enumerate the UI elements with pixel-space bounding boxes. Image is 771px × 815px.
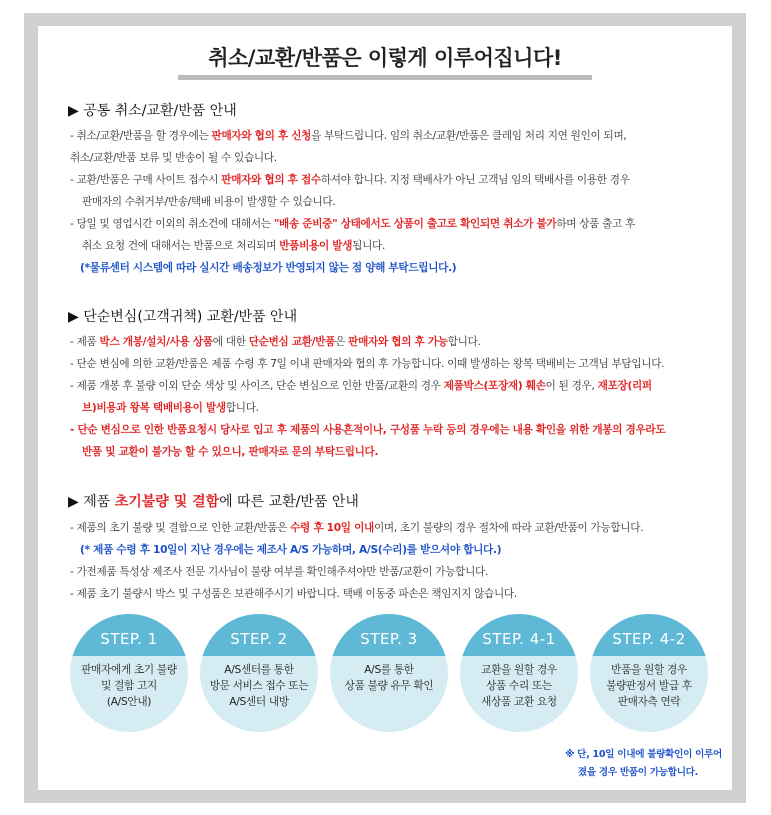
step-text: 반품을 원할 경우 불량판정서 발급 후 판매자측 연락 bbox=[606, 664, 692, 708]
step-cap bbox=[460, 614, 578, 656]
step-label: STEP. 1 bbox=[100, 630, 158, 648]
change-line-1: - 제품 박스 개봉/설치/사용 상품에 대한 단순변심 교환/반품은 판매자와 협의 후 가능합니다. bbox=[70, 336, 481, 348]
step-4-2 bbox=[590, 614, 708, 732]
step-cap bbox=[330, 614, 448, 656]
notice-sheet bbox=[38, 26, 732, 790]
section-defect-heading: ▶ 제품 초기불량 및 결함에 따른 교환/반품 안내 bbox=[68, 494, 359, 510]
step-2 bbox=[200, 614, 318, 732]
common-line-6: 취소 요청 건에 대해서는 반품으로 처리되며 반품비용이 발생됩니다. bbox=[82, 240, 386, 252]
step-text: A/S를 통한 상품 불량 유무 확인 bbox=[344, 664, 434, 692]
footnote-line-1: ※ 단, 10일 이내에 불량확인이 이루어 bbox=[565, 749, 722, 760]
section-change-of-mind-heading: ▶ 단순변심(고객귀책) 교환/반품 안내 bbox=[68, 309, 298, 325]
common-line-3: - 교환/반품은 구매 사이트 접수시 판매자와 협의 후 접수하셔야 합니다. 지정 택배사가 아닌 고객님 임의 택배사를 이용한 경우 bbox=[70, 174, 630, 186]
change-line-6: 반품 및 교환이 불가능 할 수 있으니, 판매자로 문의 부탁드립니다. bbox=[82, 446, 379, 458]
defect-line-2: (* 제품 수령 후 10일이 지난 경우에는 제조사 A/S 가능하며, A/S(수리)를 받으셔야 합니다.) bbox=[80, 544, 502, 556]
defect-line-4: - 제품 초기 불량시 박스 및 구성품은 보관해주시기 바랍니다. 택배 이동중 파손은 책임지지 않습니다. bbox=[70, 588, 517, 600]
step-text: 판매자에게 초기 불량 및 결함 고지 (A/S안내) bbox=[81, 664, 177, 708]
defect-line-1: - 제품의 초기 불량 및 결함으로 인한 교환/반품은 수령 후 10일 이내이며, 초기 불량의 경우 절차에 따라 교환/반품이 가능합니다. bbox=[70, 522, 644, 534]
title-underline bbox=[178, 75, 592, 80]
step-label: STEP. 4-1 bbox=[482, 630, 556, 648]
step-3 bbox=[330, 614, 448, 732]
change-line-3: - 제품 개봉 후 불량 이외 단순 색상 및 사이즈, 단순 변심으로 인한 반품/교환의 경우 제품박스(포장재) 훼손이 된 경우, 재포장(리퍼 bbox=[70, 380, 652, 392]
step-label: STEP. 2 bbox=[230, 630, 288, 648]
step-text: 교환을 원할 경우 상품 수리 또는 새상품 교환 요청 bbox=[481, 664, 557, 708]
common-line-2: 취소/교환/반품 보류 및 반송이 될 수 있습니다. bbox=[70, 152, 277, 164]
common-line-1: - 취소/교환/반품을 할 경우에는 판매자와 협의 후 신청을 부탁드립니다. 임의 취소/교환/반품은 클레임 처리 지연 원인이 되며, bbox=[70, 130, 627, 142]
step-cap bbox=[200, 614, 318, 656]
common-line-7: (*물류센터 시스템에 따라 실시간 배송정보가 반영되지 않는 점 양해 부탁드립니다.) bbox=[80, 262, 457, 274]
change-line-2: - 단순 변심에 의한 교환/반품은 제품 수령 후 7일 이내 판매자와 협의 후 가능합니다. 이때 발생하는 왕복 택배비는 고객님 부담입니다. bbox=[70, 358, 665, 370]
page-title: 취소/교환/반품은 이렇게 이루어집니다! bbox=[208, 46, 562, 70]
step-1 bbox=[70, 614, 188, 732]
change-line-5: - 단순 변심으로 인한 반품요청시 당사로 입고 후 제품의 사용흔적이나, 구성품 누락 등의 경우에는 내용 확인을 위한 개봉의 경우라도 bbox=[70, 424, 666, 436]
section-common-heading: ▶ 공통 취소/교환/반품 안내 bbox=[68, 103, 237, 119]
process-steps bbox=[70, 614, 720, 742]
footnote-line-2: 졌을 경우 반품이 가능합니다. bbox=[577, 767, 698, 778]
step-cap bbox=[590, 614, 708, 656]
step-text: A/S센터를 통한 방문 서비스 접수 또는 A/S센터 내방 bbox=[209, 664, 309, 708]
common-line-5: - 당일 및 영업시간 이외의 취소건에 대해서는 "배송 준비중" 상태에서도 상품이 출고로 확인되면 취소가 불가하며 상품 출고 후 bbox=[70, 218, 636, 230]
common-line-4: 판매자의 수취거부/반송/택배 비용이 발생할 수 있습니다. bbox=[82, 196, 336, 208]
defect-line-3: - 가전제품 특성상 제조사 전문 기사님이 불량 여부를 확인해주셔야만 반품/교환이 가능합니다. bbox=[70, 566, 489, 578]
change-line-4: 브)비용과 왕복 택배비용이 발생합니다. bbox=[82, 402, 259, 414]
step-cap bbox=[70, 614, 188, 656]
step-label: STEP. 3 bbox=[360, 630, 418, 648]
step-4-1 bbox=[460, 614, 578, 732]
step-label: STEP. 4-2 bbox=[612, 630, 686, 648]
